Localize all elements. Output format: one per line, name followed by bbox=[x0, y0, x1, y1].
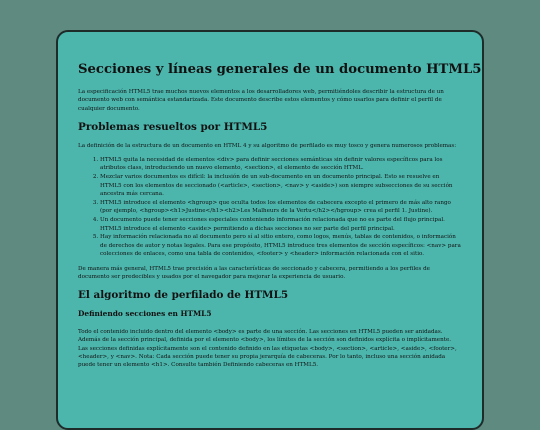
problems-lead-paragraph: La definición de la estructura de un documento en HTML 4 y su algoritmo de perfilado es muy tosco y genera numerosos problemas: bbox=[78, 142, 457, 149]
defining-sections-paragraph: Todo el contenido incluido dentro del elemento <body> es parte de una sección. Las secciones en HTML5 pueden ser anidadas. Además de la sección principal, definida por el elemento <body>, los límites de la sección son definidos explícita o implícitamente. Las secciones definidas explícitamente son el contenido definido en las etiquetas <body>, <section>, <article>, <aside>, <footer>, <header>, y <nav>. Nota: Cada sección puede tener su propia jerarquía de cabeceras. Por lo tanto, incluso una sección anidada puede tener un elemento <h1>. Consulte también Definiendo cabeceras en HTML5. bbox=[78, 328, 457, 369]
page-title: Secciones y líneas generales de un documento HTML5 bbox=[78, 62, 482, 77]
list-item: 1. HTML5 quita la necesidad de elementos <div> para definir secciones semánticas sin definir valores específicos para los atributos class, introduciendo un nuevo elemento, <section>, el elemento de sección HTML. bbox=[100, 156, 462, 173]
list-item: 4. Un documento puede tener secciones especiales conteniendo información relacionada que no es parte del flujo principal. HTML5 introduce el elemento <aside> permitiendo a dichas secciones no ser parte del perfil principal. bbox=[100, 216, 462, 233]
problems-closing-paragraph: De manera más general, HTML5 trae precisión a las características de seccionado y cabecera, permitiendo a los perfiles de documento ser predecibles y usados por el navegador para mejorar la experiencia de usuario. bbox=[78, 265, 430, 280]
subsection-heading-defining: Definiendo secciones en HTML5 bbox=[78, 308, 212, 318]
intro-paragraph: La especificación HTML5 trae muchos nuevos elementos a los desarrolladores web, permitiéndoles describir la estructura de un documento web con semántica estandarizada. Este documento describe estos elementos y cómo usarlos para definir el perfil de cualquier documento. bbox=[78, 88, 444, 112]
document-card bbox=[56, 30, 484, 430]
list-item: 2. Mezclar varios documentos es difícil: la inclusión de un sub-documento en un documento principal. Esto se resuelve en HTML5 con los elementos de seccionado (<article>, <section>, <nav> y <aside>) son siempre subsecciones de su sección ancestra más cercana. bbox=[100, 173, 462, 198]
section-heading-algorithm: El algoritmo de perfilado de HTML5 bbox=[78, 289, 289, 302]
list-item: 5. Hay información relacionada no al documento pero sí al sitio entero, como logos, menús, tablas de contenidos, o información de derechos de autor y notas legales. Para ese propósito, HTML5 introduce tres elementos de sección específicos: <nav> para colecciones de enlaces, como una tabla de contenidos, <footer> y <header> información relacionada con el sitio. bbox=[100, 233, 462, 258]
section-heading-problems: Problemas resueltos por HTML5 bbox=[78, 121, 268, 134]
list-item: 3. HTML5 introduce el elemento <hgroup> que oculta todos los elementos de cabecera excepto el primero de más alto rango (por ejemplo, <hgroup><h1>Justine</h1><h2>Les Malheurs de la Vertu</h2></hgroup> crea el perfil 1. Justine). bbox=[100, 199, 462, 216]
problems-list bbox=[78, 156, 462, 259]
